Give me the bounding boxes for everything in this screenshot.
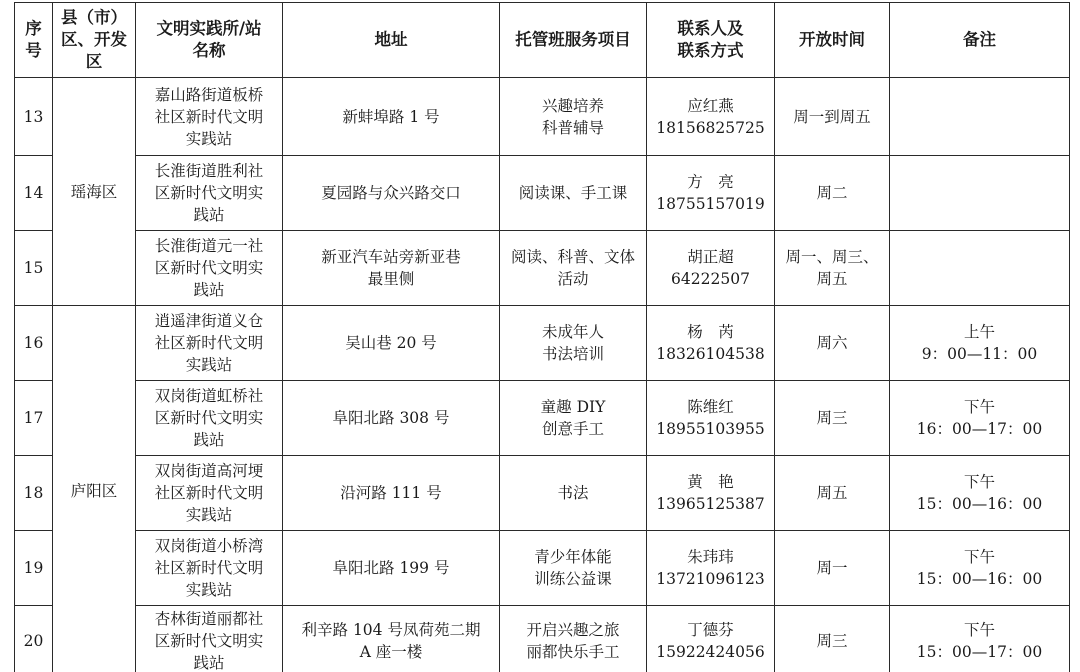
address-cell: 阜阳北路 199 号 — [283, 531, 500, 606]
table-row — [15, 78, 1070, 156]
note-cell: 下午 15：00—16：00 — [890, 531, 1070, 606]
service-cell: 阅读、科普、文体 活动 — [500, 231, 647, 306]
table-body — [15, 78, 1070, 672]
row-no-cell: 18 — [15, 456, 53, 531]
note-cell: 上午 9：00—11：00 — [890, 306, 1070, 381]
row-no-cell: 15 — [15, 231, 53, 306]
table-row — [15, 606, 1070, 672]
hours-cell: 周一、周三、 周五 — [775, 231, 890, 306]
address-cell: 阜阳北路 308 号 — [283, 381, 500, 456]
practice-station-table — [14, 2, 1070, 672]
note-cell — [890, 231, 1070, 306]
hours-cell: 周五 — [775, 456, 890, 531]
row-no-cell: 17 — [15, 381, 53, 456]
service-cell: 未成年人 书法培训 — [500, 306, 647, 381]
table-row — [15, 306, 1070, 381]
note-cell — [890, 156, 1070, 231]
station-name-cell: 长淮街道胜利社 区新时代文明实 践站 — [136, 156, 283, 231]
row-no-cell: 16 — [15, 306, 53, 381]
hours-cell: 周一 — [775, 531, 890, 606]
table-header — [15, 3, 1070, 78]
table-row — [15, 531, 1070, 606]
header-district: 县（市） 区、开发 区 — [53, 3, 136, 78]
row-no-cell: 13 — [15, 78, 53, 156]
contact-cell: 胡正超 64222507 — [647, 231, 775, 306]
station-name-cell: 长淮街道元一社 区新时代文明实 践站 — [136, 231, 283, 306]
header-service: 托管班服务项目 — [500, 3, 647, 78]
hours-cell: 周三 — [775, 381, 890, 456]
contact-cell: 陈维红 18955103955 — [647, 381, 775, 456]
service-cell: 阅读课、手工课 — [500, 156, 647, 231]
header-hours: 开放时间 — [775, 3, 890, 78]
contact-cell: 方 亮 18755157019 — [647, 156, 775, 231]
header-address: 地址 — [283, 3, 500, 78]
hours-cell: 周二 — [775, 156, 890, 231]
contact-cell: 丁德芬 15922424056 — [647, 606, 775, 672]
header-no: 序 号 — [15, 3, 53, 78]
address-cell: 吴山巷 20 号 — [283, 306, 500, 381]
hours-cell: 周三 — [775, 606, 890, 672]
service-cell: 开启兴趣之旅 丽都快乐手工 — [500, 606, 647, 672]
service-cell: 青少年体能 训练公益课 — [500, 531, 647, 606]
district-cell: 瑶海区 — [53, 78, 136, 306]
table-row — [15, 456, 1070, 531]
table-row — [15, 156, 1070, 231]
station-name-cell: 双岗街道小桥湾 社区新时代文明 实践站 — [136, 531, 283, 606]
address-cell: 沿河路 111 号 — [283, 456, 500, 531]
header-contact: 联系人及 联系方式 — [647, 3, 775, 78]
address-cell: 夏园路与众兴路交口 — [283, 156, 500, 231]
row-no-cell: 19 — [15, 531, 53, 606]
service-cell: 兴趣培养 科普辅导 — [500, 78, 647, 156]
district-cell: 庐阳区 — [53, 306, 136, 672]
station-name-cell: 逍遥津街道义仓 社区新时代文明 实践站 — [136, 306, 283, 381]
hours-cell: 周一到周五 — [775, 78, 890, 156]
service-cell: 童趣 DIY 创意手工 — [500, 381, 647, 456]
table-row — [15, 231, 1070, 306]
header-name: 文明实践所/站 名称 — [136, 3, 283, 78]
note-cell — [890, 78, 1070, 156]
hours-cell: 周六 — [775, 306, 890, 381]
station-name-cell: 双岗街道高河埂 社区新时代文明 实践站 — [136, 456, 283, 531]
row-no-cell: 20 — [15, 606, 53, 672]
station-name-cell: 嘉山路街道板桥 社区新时代文明 实践站 — [136, 78, 283, 156]
contact-cell: 朱玮玮 13721096123 — [647, 531, 775, 606]
station-name-cell: 双岗街道虹桥社 区新时代文明实 践站 — [136, 381, 283, 456]
note-cell: 下午 16：00—17：00 — [890, 381, 1070, 456]
address-cell: 利辛路 104 号凤荷苑二期 A 座一楼 — [283, 606, 500, 672]
table-row — [15, 381, 1070, 456]
contact-cell: 应红燕 18156825725 — [647, 78, 775, 156]
header-note: 备注 — [890, 3, 1070, 78]
contact-cell: 杨 芮 18326104538 — [647, 306, 775, 381]
address-cell: 新蚌埠路 1 号 — [283, 78, 500, 156]
service-cell: 书法 — [500, 456, 647, 531]
header-row — [15, 3, 1070, 78]
address-cell: 新亚汽车站旁新亚巷 最里侧 — [283, 231, 500, 306]
contact-cell: 黄 艳 13965125387 — [647, 456, 775, 531]
note-cell: 下午 15：00—17：00 — [890, 606, 1070, 672]
note-cell: 下午 15：00—16：00 — [890, 456, 1070, 531]
row-no-cell: 14 — [15, 156, 53, 231]
station-name-cell: 杏林街道丽都社 区新时代文明实 践站 — [136, 606, 283, 672]
